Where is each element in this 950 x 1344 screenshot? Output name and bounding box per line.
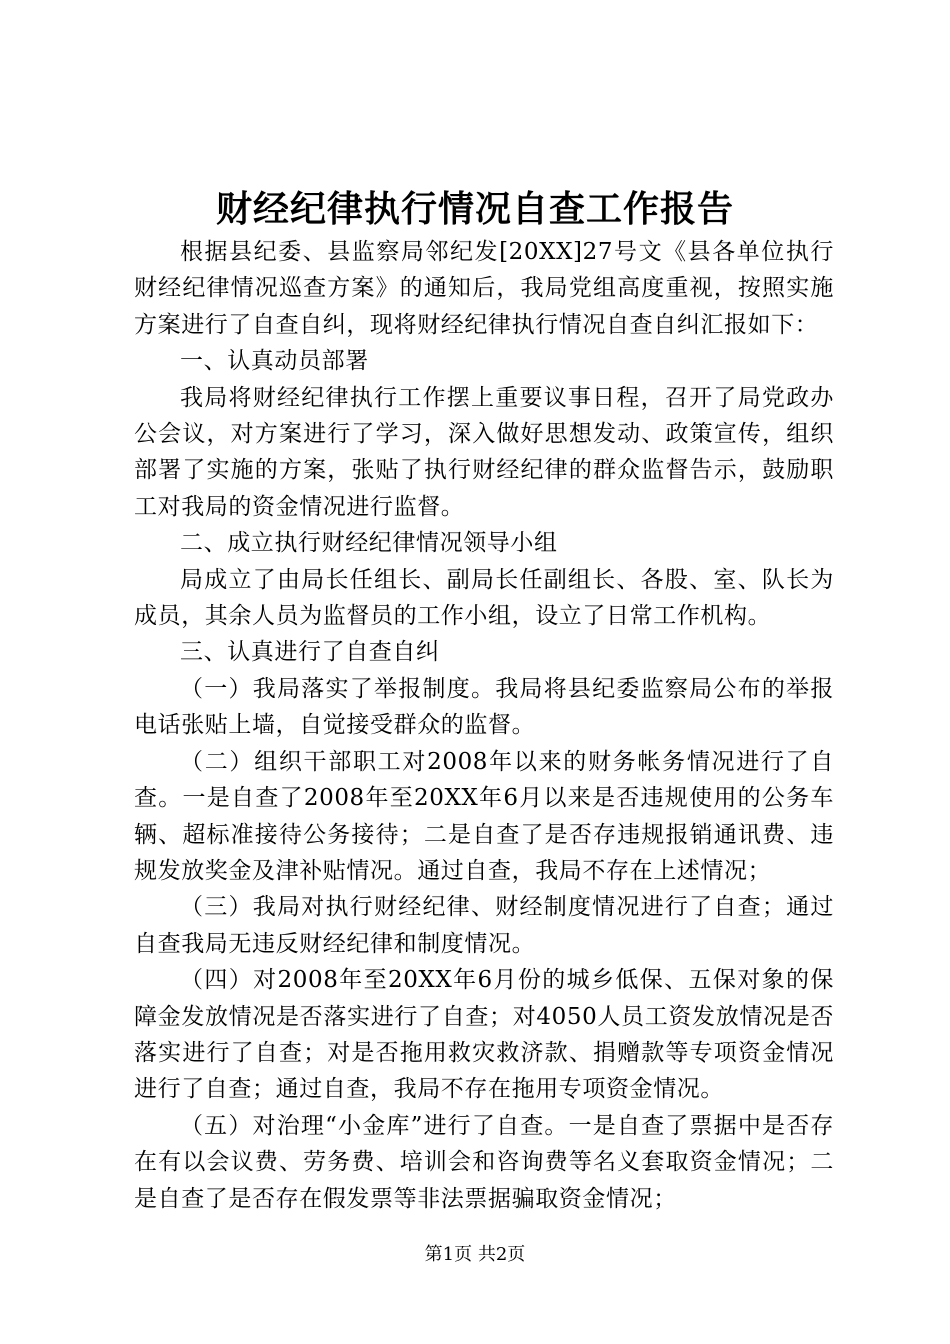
item-2-paragraph: （二）组织干部职工对2008年以来的财务帐务情况进行了自查。一是自查了2008年至20XX年6月以来是否违规使用的公务车辆、超标准接待公务接待；二是自查了是否存违规报销通讯费、违规发放奖金及津补贴情况。通过自查，我局不存在上述情况； bbox=[134, 748, 834, 884]
section-heading-1: 一、认真动员部署 bbox=[180, 348, 369, 375]
item-1-paragraph: （一）我局落实了举报制度。我局将县纪委监察局公布的举报电话张贴上墙，自觉接受群众的监督。 bbox=[134, 675, 834, 739]
item-5-paragraph: （五）对治理“小金库”进行了自查。一是自查了票据中是否存在有以会议费、劳务费、培训会和咨询费等名义套取资金情况；二是自查了是否存在假发票等非法票据骗取资金情况； bbox=[134, 1112, 834, 1212]
section-2-paragraph: 局成立了由局长任组长、副局长任副组长、各股、室、队长为成员，其余人员为监督员的工作小组，设立了日常工作机构。 bbox=[134, 566, 834, 630]
item-3-paragraph: （三）我局对执行财经纪律、财经制度情况进行了自查；通过自查我局无违反财经纪律和制度情况。 bbox=[134, 894, 834, 957]
page-number-footer: 第1页 共2页 bbox=[424, 1244, 526, 1265]
section-heading-3: 三、认真进行了自查自纠 bbox=[180, 639, 440, 666]
document-title: 财经纪律执行情况自查工作报告 bbox=[215, 188, 734, 230]
document-body bbox=[134, 234, 834, 1217]
intro-paragraph: 根据县纪委、县监察局邻纪发[20XX]27号文《县各单位执行财经纪律情况巡查方案》的通知后，我局党组高度重视，按照实施方案进行了自查自纠，现将财经纪律执行情况自查自纠汇报如下： bbox=[134, 239, 834, 338]
section-heading-2: 二、成立执行财经纪律情况领导小组 bbox=[180, 530, 558, 557]
item-4-paragraph: （四）对2008年至20XX年6月份的城乡低保、五保对象的保障金发放情况是否落实进行了自查；对4050人员工资发放情况是否落实进行了自查；对是否拖用救灾救济款、捐赠款等专项资金情况进行了自查；通过自查，我局不存在拖用专项资金情况。 bbox=[134, 967, 834, 1103]
section-1-paragraph: 我局将财经纪律执行工作摆上重要议事日程，召开了局党政办公会议，对方案进行了学习，深入做好思想发动、政策宣传，组织部署了实施的方案，张贴了执行财经纪律的群众监督告示，鼓励职工对我局的资金情况进行监督。 bbox=[134, 384, 834, 520]
